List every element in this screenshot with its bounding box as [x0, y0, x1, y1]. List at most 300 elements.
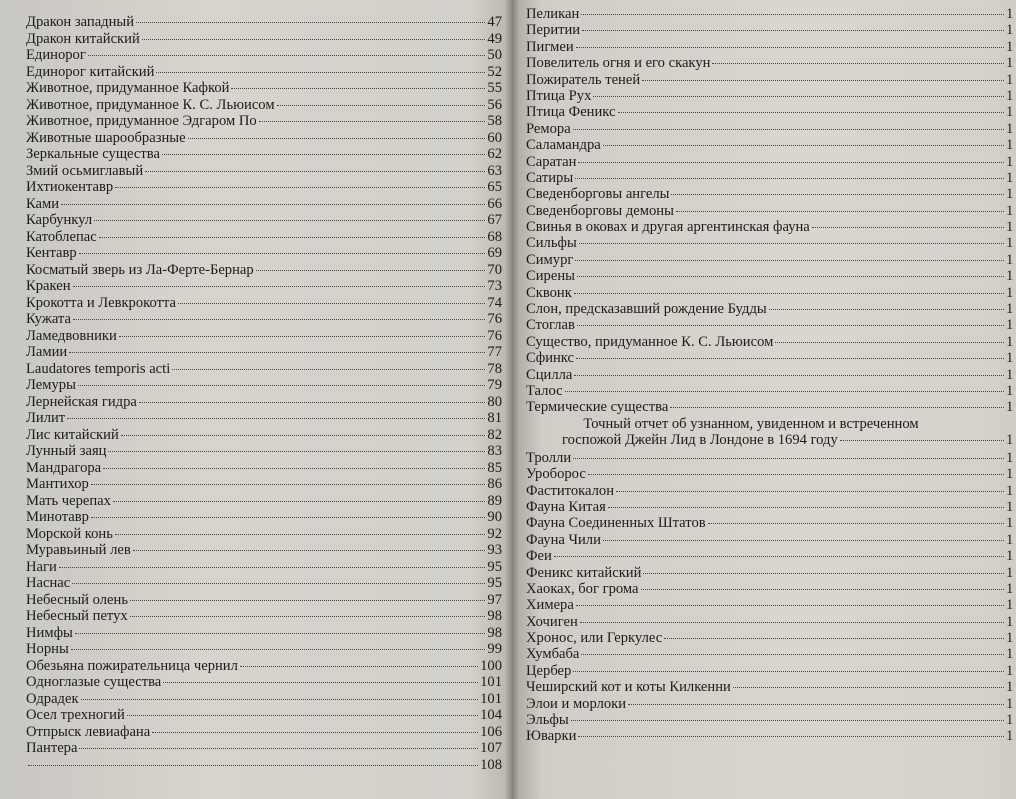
dot-leader	[571, 720, 1004, 721]
dot-leader	[162, 154, 485, 155]
entry-title: Лилит	[26, 410, 66, 426]
entry-title: Laudatores temporis acti	[26, 360, 171, 377]
entry-title: Ламии	[26, 344, 68, 360]
dot-leader	[576, 605, 1004, 606]
entry-title: Пеликан	[526, 6, 580, 22]
entry-title: Точный отчет об узнанном, увиденном и встреченном	[583, 415, 919, 432]
toc-entry	[26, 575, 502, 592]
dot-leader	[133, 550, 486, 551]
dot-leader	[642, 80, 1004, 81]
page-number: 60	[487, 129, 502, 146]
toc-entry	[26, 740, 502, 757]
page-number: 92	[487, 525, 502, 542]
entry-title: Ихтиокентавр	[26, 179, 114, 195]
entry-title: Сатиры	[526, 169, 574, 186]
toc-entry	[26, 163, 502, 180]
page-number: 1	[1006, 22, 1014, 39]
dot-leader	[628, 704, 1004, 705]
page-number: 78	[487, 360, 502, 377]
toc-entry	[26, 262, 502, 279]
toc-entry	[26, 64, 502, 81]
page-number: 1	[1006, 6, 1014, 22]
entry-title: Фауна Чили	[526, 531, 601, 548]
entry-title: Кентавр	[26, 245, 77, 261]
toc-entry	[26, 377, 502, 394]
entry-title: Животное, придуманное Эдгаром По	[26, 113, 257, 129]
dot-leader	[121, 435, 486, 436]
dot-leader	[259, 121, 486, 122]
toc-entry	[26, 443, 502, 460]
toc-entry	[26, 526, 502, 543]
entry-title: Минотавр	[26, 509, 89, 525]
entry-title: Дракон китайский	[26, 30, 140, 47]
entry-title: Животное, придуманное К. С. Льюисом	[26, 96, 275, 113]
page-number: 99	[487, 641, 502, 657]
entry-title: Кракен	[26, 278, 71, 294]
dot-leader	[73, 286, 486, 287]
toc-entry	[526, 499, 1016, 515]
entry-title: Лемуры	[26, 377, 76, 393]
dot-leader	[127, 715, 478, 716]
toc-entry	[26, 113, 502, 130]
entry-title: Мать черепах	[26, 492, 111, 509]
page-number: 1	[1006, 597, 1014, 614]
dot-leader	[130, 616, 486, 617]
page-number: 63	[487, 162, 502, 179]
entry-title: Сведенборговы демоны	[526, 202, 674, 219]
page-number: 1	[1006, 728, 1014, 745]
dot-leader	[588, 474, 1004, 475]
page-number: 1	[1006, 432, 1014, 449]
dot-leader	[67, 418, 485, 419]
page-number: 1	[1006, 333, 1014, 350]
page-number: 76	[487, 311, 502, 327]
page-number: 81	[487, 410, 502, 426]
toc-entry	[26, 707, 502, 724]
page-number: 1	[1006, 662, 1014, 679]
entry-title-continuation	[526, 432, 1016, 448]
page-number: 65	[487, 179, 502, 195]
entry-title: Пигмеи	[526, 38, 574, 55]
entry-title: Птица Феникс	[526, 104, 616, 121]
dot-leader	[574, 375, 1004, 376]
toc-entry	[526, 235, 1016, 251]
toc-entry	[526, 597, 1016, 613]
entry-title: Одрадек	[26, 690, 79, 707]
dot-leader	[256, 270, 486, 271]
dot-leader	[188, 138, 486, 139]
toc-entry	[26, 278, 502, 295]
entry-title: Слон, предсказавший рождение Будды	[526, 301, 767, 318]
dot-leader	[643, 573, 1004, 574]
dot-leader	[579, 243, 1004, 244]
entry-title: Ремора	[526, 120, 571, 137]
entry-title: Сирены	[526, 268, 575, 285]
toc-entry	[526, 104, 1016, 120]
page-number: 1	[1006, 87, 1014, 104]
page-number: 1	[1006, 219, 1014, 236]
page-number: 1	[1006, 251, 1014, 268]
page-number: 1	[1006, 202, 1014, 219]
toc-entry	[526, 6, 1016, 22]
dot-leader	[575, 178, 1004, 179]
toc-entry	[526, 399, 1016, 415]
dot-leader	[91, 517, 485, 518]
dot-leader	[712, 63, 1004, 64]
entry-title: Мандрагора	[26, 459, 102, 476]
toc-entry	[526, 88, 1016, 104]
page-number: 80	[487, 393, 502, 410]
entry-title: Химера	[526, 597, 574, 614]
entry-title: Юварки	[526, 728, 577, 745]
page-number: 73	[487, 278, 502, 294]
toc-entry	[526, 154, 1016, 170]
entry-title: Наснас	[26, 575, 71, 591]
page-number: 106	[480, 723, 502, 740]
entry-title: Хронос, или Геркулес	[526, 630, 663, 647]
dot-leader	[733, 687, 1004, 688]
toc-entry	[526, 679, 1016, 695]
dot-leader	[554, 556, 1004, 557]
dot-leader	[671, 194, 1004, 195]
toc-entry	[26, 179, 502, 196]
dot-leader	[152, 732, 478, 733]
dot-leader	[573, 671, 1004, 672]
entry-title: Симург	[526, 251, 574, 268]
entry-title: Хаоках, бог грома	[526, 580, 639, 597]
toc-entry	[26, 625, 502, 642]
toc-entry	[526, 186, 1016, 202]
entry-title: Единорог китайский	[26, 63, 155, 80]
page-number: 55	[487, 80, 502, 96]
dot-leader	[616, 491, 1004, 492]
page-number: 1	[1006, 169, 1014, 186]
dot-leader	[145, 171, 485, 172]
dot-leader	[580, 622, 1004, 623]
page-number: 95	[487, 558, 502, 575]
page-number: 69	[487, 245, 502, 261]
toc-entry	[526, 301, 1016, 317]
page-number: 67	[487, 212, 502, 228]
toc-entry	[526, 383, 1016, 399]
entry-title: Цербер	[526, 662, 572, 679]
toc-entry	[526, 219, 1016, 235]
page-number: 90	[487, 509, 502, 525]
toc-entry	[26, 80, 502, 97]
page-number: 58	[487, 113, 502, 129]
dot-leader	[277, 105, 486, 106]
entry-title: Уроборос	[526, 466, 586, 483]
page-number: 1	[1006, 350, 1014, 367]
entry-title: Талос	[526, 382, 563, 399]
toc-entry	[26, 31, 502, 48]
toc-entry	[26, 410, 502, 427]
dot-leader	[139, 402, 486, 403]
entry-title: Свинья в оковах и другая аргентинская фауна	[526, 219, 810, 236]
entry-title: Сфинкс	[526, 350, 575, 367]
entry-title: Сцилла	[526, 366, 573, 383]
entry-title: Зеркальные существа	[26, 146, 160, 162]
entry-title: Небесный петух	[26, 608, 128, 624]
toc-entry	[526, 55, 1016, 71]
toc-entry	[526, 712, 1016, 728]
entry-title: Эльфы	[526, 712, 569, 729]
entry-title: Сильфы	[526, 235, 577, 252]
dot-leader	[593, 96, 1004, 97]
page-number: 104	[480, 707, 502, 723]
dot-leader	[576, 47, 1004, 48]
entry-title: Лунный заяц	[26, 443, 107, 459]
page-number: 82	[487, 426, 502, 443]
dot-leader	[113, 501, 485, 502]
entry-title: Змий осьмиглавый	[26, 162, 144, 179]
entry-title: Феникс китайский	[526, 564, 642, 581]
entry-title: Фауна Соединенных Штатов	[526, 515, 706, 532]
toc-entry	[526, 121, 1016, 137]
toc-entry	[526, 170, 1016, 186]
dot-leader	[115, 534, 486, 535]
entry-title: Чеширский кот и коты Килкенни	[526, 679, 731, 696]
dot-leader	[91, 484, 486, 485]
entry-title: Хочиген	[526, 613, 578, 630]
toc-entry	[526, 285, 1016, 301]
dot-leader	[156, 72, 485, 73]
left-toc-list	[26, 14, 502, 773]
page-number: 1	[1006, 153, 1014, 170]
page-number: 1	[1006, 137, 1014, 154]
page-number: 98	[487, 608, 502, 624]
dot-leader	[103, 468, 485, 469]
dot-leader	[769, 309, 1004, 310]
toc-entry	[26, 196, 502, 213]
entry-title: Карбункул	[26, 212, 93, 228]
toc-entry	[26, 394, 502, 411]
toc-entry	[526, 515, 1016, 531]
page-number: 1	[1006, 679, 1014, 696]
toc-entry	[26, 559, 502, 576]
toc-entry	[26, 14, 502, 31]
page-number: 1	[1006, 71, 1014, 88]
entry-title: Фауна Китая	[526, 498, 606, 515]
page-number: 1	[1006, 235, 1014, 252]
entry-title: Саламандра	[526, 137, 601, 154]
dot-leader	[99, 237, 486, 238]
entry-title: Одноглазые существа	[26, 674, 162, 690]
page-number: 1	[1006, 284, 1014, 301]
entry-title: Сквонк	[526, 284, 572, 301]
toc-entry	[26, 691, 502, 708]
dot-leader	[73, 319, 485, 320]
entry-title: Перитии	[526, 22, 581, 39]
entry-title-line2: госпожой Джейн Лид в Лондоне в 1694 году	[562, 432, 838, 449]
dot-leader	[136, 22, 485, 23]
dot-leader	[119, 336, 486, 337]
page-number: 1	[1006, 531, 1014, 548]
page-number: 47	[487, 14, 502, 30]
page-number: 66	[487, 195, 502, 212]
dot-leader	[577, 325, 1004, 326]
toc-entry	[26, 592, 502, 609]
toc-entry	[26, 47, 502, 64]
page-number: 1	[1006, 104, 1014, 121]
dot-leader	[608, 507, 1004, 508]
page-number: 1	[1006, 186, 1014, 203]
toc-entry	[526, 483, 1016, 499]
page-number: 1	[1006, 366, 1014, 383]
toc-entry	[26, 757, 502, 774]
toc-entry	[526, 663, 1016, 679]
toc-entry	[26, 641, 502, 658]
dot-leader	[79, 253, 486, 254]
dot-leader	[565, 391, 1004, 392]
page-number: 79	[487, 377, 502, 393]
dot-leader	[576, 358, 1004, 359]
toc-entry	[526, 565, 1016, 581]
entry-title: Нимфы	[26, 624, 73, 641]
page-number: 101	[480, 690, 502, 707]
page-number: 1	[1006, 498, 1014, 515]
dot-leader	[578, 162, 1004, 163]
toc-entry	[526, 614, 1016, 630]
dot-leader	[670, 407, 1004, 408]
page-number: 1	[1006, 482, 1014, 499]
entry-title: Птица Рух	[526, 87, 592, 104]
page-number: 77	[487, 344, 502, 360]
entry-title: Косматый зверь из Ла-Ферте-Бернар	[26, 261, 254, 278]
page-number: 1	[1006, 38, 1014, 55]
entry-title: Саратан	[526, 153, 577, 170]
page-number: 1	[1006, 317, 1014, 334]
toc-entry	[526, 22, 1016, 38]
page-number: 1	[1006, 695, 1014, 712]
dot-leader	[581, 654, 1004, 655]
dot-leader	[775, 342, 1004, 343]
toc-entry	[26, 97, 502, 114]
dot-leader	[582, 30, 1004, 31]
dot-leader	[94, 220, 485, 221]
page-number: 86	[487, 476, 502, 492]
page-number: 1	[1006, 382, 1014, 399]
page-number: 1	[1006, 548, 1014, 565]
entry-title: Феи	[526, 548, 552, 565]
page-number: 107	[480, 740, 502, 756]
toc-entry	[26, 493, 502, 510]
dot-leader	[81, 699, 479, 700]
entry-title: Пантера	[26, 740, 78, 756]
entry-title: Катоблепас	[26, 228, 97, 245]
toc-entry	[26, 476, 502, 493]
entry-title: Ками	[26, 195, 60, 212]
page-number: 62	[487, 146, 502, 162]
dot-leader	[61, 204, 485, 205]
dot-leader	[108, 451, 485, 452]
entry-title: Осел трехногий	[26, 707, 125, 723]
dot-leader	[172, 369, 485, 370]
page-number: 1	[1006, 399, 1014, 416]
dot-leader	[115, 187, 485, 188]
page-number: 50	[487, 47, 502, 63]
toc-entry	[26, 311, 502, 328]
dot-leader	[71, 649, 486, 650]
entry-title: Единорог	[26, 47, 86, 63]
entry-title: Лернейская гидра	[26, 393, 137, 410]
toc-entry	[26, 146, 502, 163]
toc-entry	[526, 416, 1016, 450]
toc-entry	[26, 328, 502, 345]
entry-title: Сведенборговы ангелы	[526, 186, 670, 203]
toc-entry	[526, 548, 1016, 564]
dot-leader	[664, 638, 1004, 639]
toc-entry	[26, 460, 502, 477]
entry-title: Лис китайский	[26, 426, 119, 443]
page-number: 95	[487, 575, 502, 591]
toc-entry	[526, 466, 1016, 482]
page-number: 1	[1006, 515, 1014, 532]
dot-leader	[574, 293, 1004, 294]
dot-leader	[603, 540, 1004, 541]
page-number: 1	[1006, 630, 1014, 647]
page-number: 49	[487, 30, 502, 47]
page-number: 101	[480, 674, 502, 690]
page-number: 100	[480, 657, 502, 674]
dot-leader	[812, 227, 1004, 228]
page-number: 68	[487, 228, 502, 245]
dot-leader	[59, 567, 486, 568]
page-number: 1	[1006, 646, 1014, 663]
toc-entry	[526, 532, 1016, 548]
dot-leader	[575, 260, 1004, 261]
toc-entry	[26, 608, 502, 625]
toc-entry	[26, 658, 502, 675]
entry-title: Животное, придуманное Кафкой	[26, 80, 230, 96]
entry-title: Норны	[26, 641, 69, 657]
dot-leader	[708, 523, 1004, 524]
page-number: 56	[487, 96, 502, 113]
toc-entry	[26, 295, 502, 312]
dot-leader	[573, 129, 1004, 130]
entry-title: Морской конь	[26, 525, 113, 542]
dot-leader	[130, 600, 485, 601]
page-number: 74	[487, 294, 502, 311]
toc-entry	[526, 367, 1016, 383]
toc-entry	[526, 39, 1016, 55]
toc-entry	[526, 252, 1016, 268]
dot-leader	[69, 352, 485, 353]
dot-leader	[581, 14, 1004, 15]
page-number: 1	[1006, 55, 1014, 72]
entry-title: Хумбаба	[526, 646, 580, 663]
toc-entry	[26, 212, 502, 229]
toc-entry	[526, 203, 1016, 219]
dot-leader	[231, 88, 485, 89]
page-number: 108	[480, 756, 502, 773]
entry-title: Повелитель огня и его скакун	[526, 55, 711, 72]
entry-title: Стоглав	[526, 317, 575, 334]
dot-leader	[178, 303, 485, 304]
toc-entry	[526, 646, 1016, 662]
dot-leader	[142, 39, 486, 40]
dot-leader	[676, 211, 1004, 212]
entry-title: Небесный олень	[26, 591, 128, 608]
page-number: 97	[487, 591, 502, 608]
dot-leader	[603, 145, 1004, 146]
toc-entry	[526, 268, 1016, 284]
page-number: 52	[487, 63, 502, 80]
page-number: 98	[487, 624, 502, 641]
entry-title: Отпрыск левиафана	[26, 723, 151, 740]
dot-leader	[79, 748, 478, 749]
toc-entry	[26, 674, 502, 691]
